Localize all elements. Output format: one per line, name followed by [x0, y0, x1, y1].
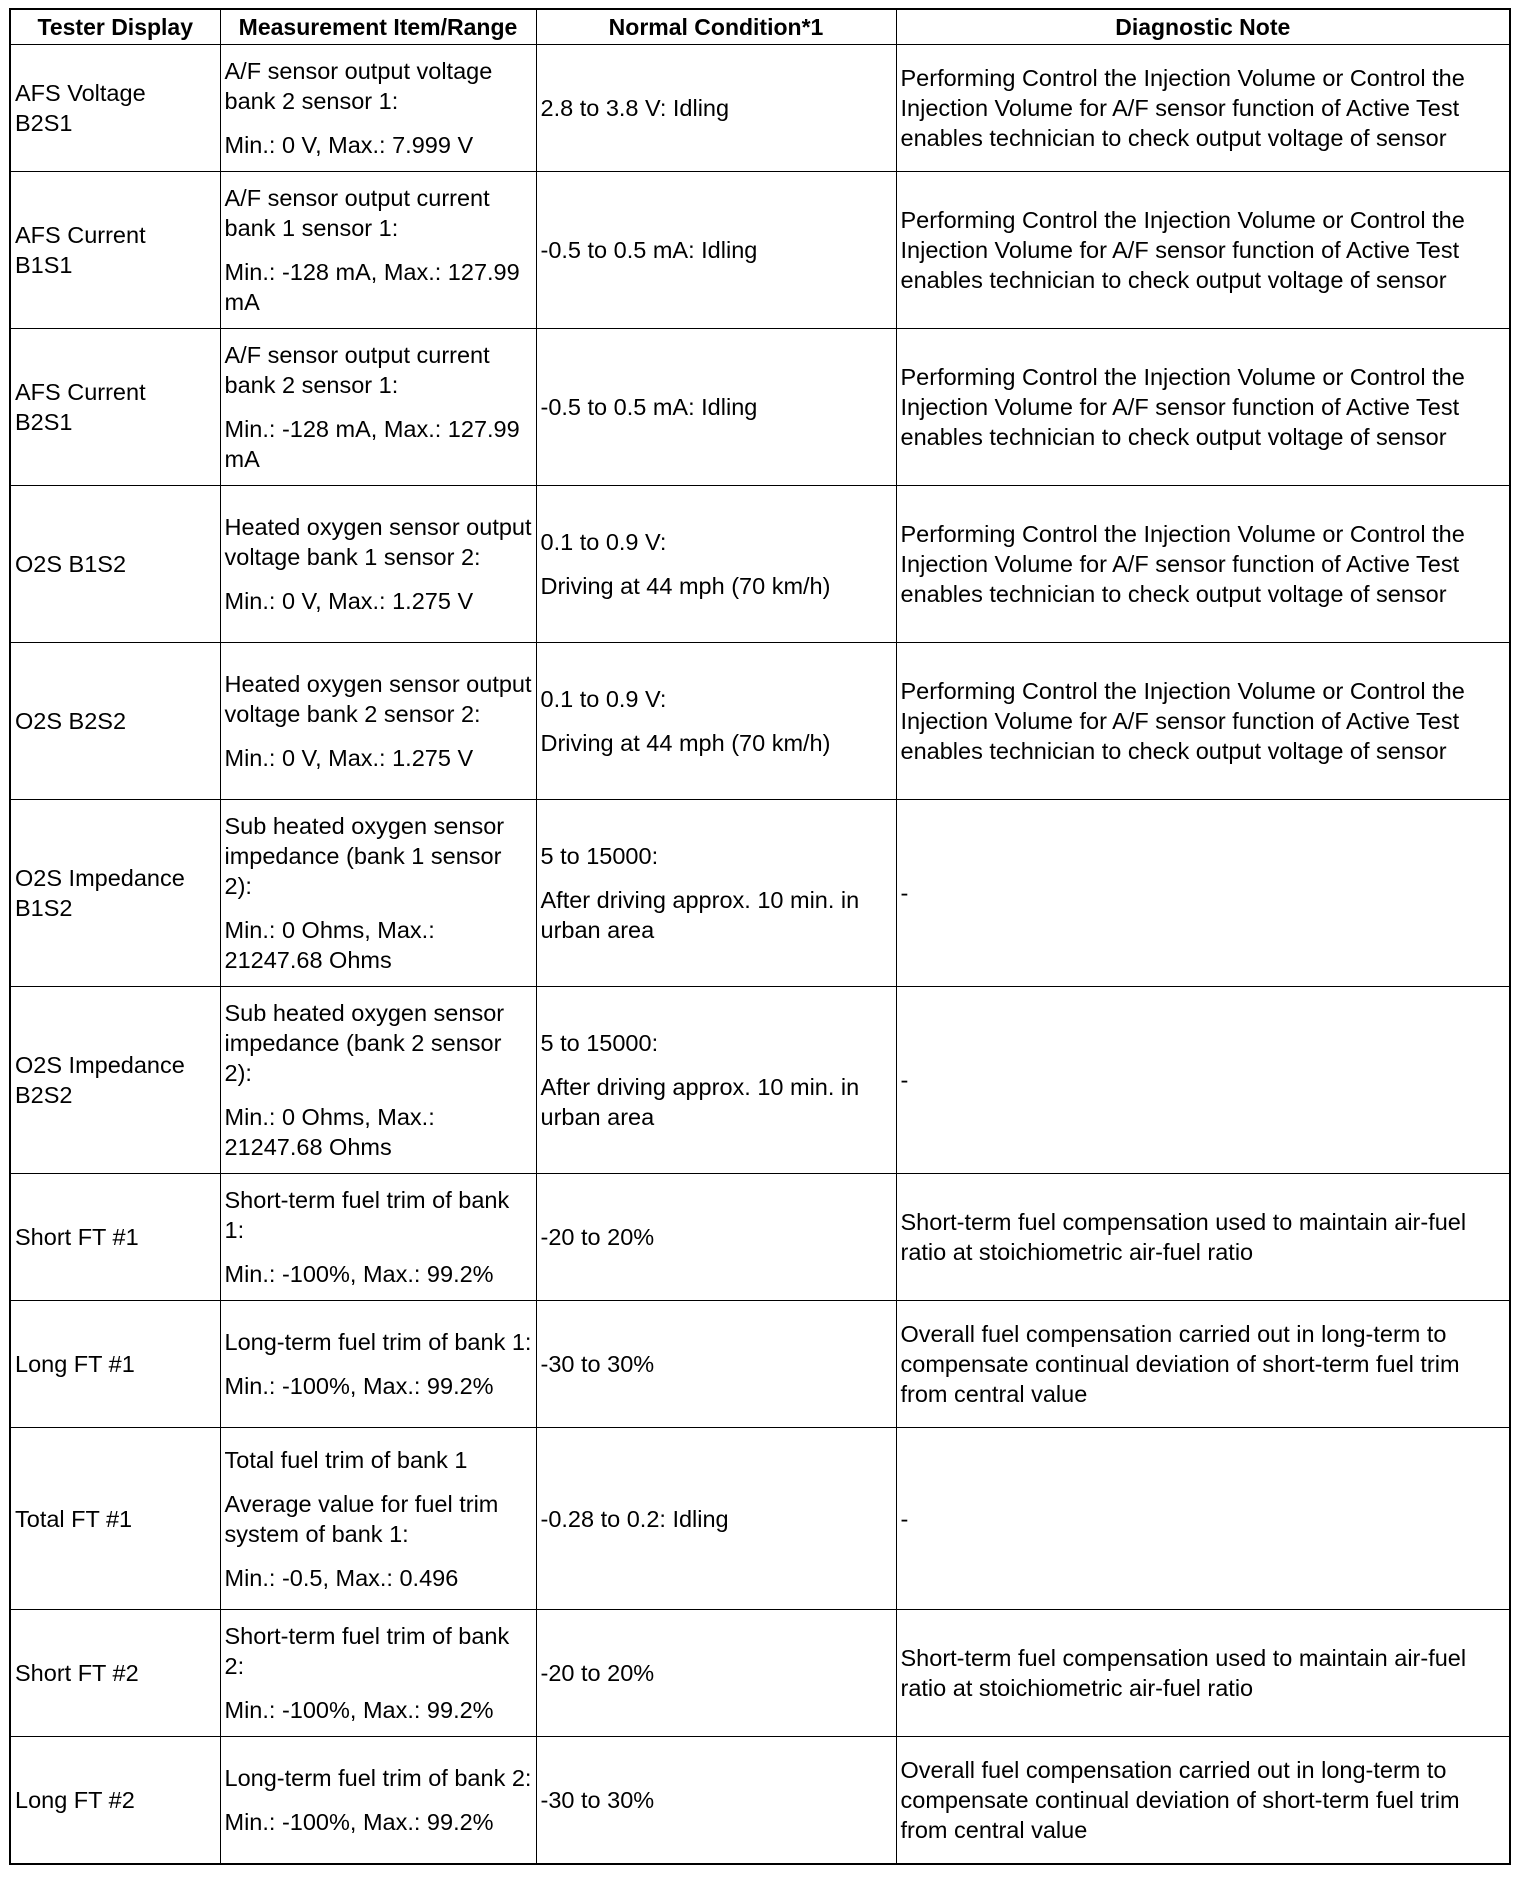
cell-diagnostic-note: [896, 45, 1510, 172]
cell-normal-condition: [536, 45, 896, 172]
normal-text: -0.28 to 0.2: Idling: [540, 1505, 729, 1532]
note-line: enables technician to check output voltage of sensor: [900, 125, 1447, 151]
cell-measurement: [220, 172, 536, 329]
note-line: enables technician to check output voltage of sensor: [900, 738, 1447, 764]
note-line: ratio at stoichiometric air-fuel ratio: [900, 1675, 1254, 1701]
cell-measurement: [220, 1737, 536, 1864]
cell-measurement: [220, 486, 536, 643]
display-line: Short FT #1: [15, 1224, 139, 1250]
cell-diagnostic-note: [896, 329, 1510, 486]
table-row: [10, 1428, 1510, 1610]
table-row: [10, 800, 1510, 987]
cell-normal-condition: [536, 1737, 896, 1864]
cell-measurement: [220, 1428, 536, 1610]
measurement-text: Total fuel trim of bank 1: [224, 1446, 468, 1473]
note-line: Injection Volume for A/F sensor function of Active Test: [900, 237, 1460, 263]
display-line: O2S Impedance: [15, 1052, 185, 1078]
cell-normal-condition: [536, 486, 896, 643]
cell-measurement: [220, 1301, 536, 1428]
note-line: Performing Control the Injection Volume or Control the: [900, 364, 1465, 390]
display-line: O2S Impedance: [15, 865, 185, 891]
display-line: Short FT #2: [15, 1660, 139, 1686]
display-line: Total FT #1: [15, 1505, 133, 1532]
cell-tester-display: [10, 1428, 220, 1610]
display-line: O2S B2S2: [15, 708, 127, 734]
measurement-range: Min.: 0 Ohms, Max.: 21247.68 Ohms: [224, 1104, 435, 1160]
cell-normal-condition: [536, 1610, 896, 1737]
measurement-range: Min.: -100%, Max.: 99.2%: [224, 1808, 494, 1835]
display-line: B2S1: [15, 110, 73, 136]
measurement-text: Long-term fuel trim of bank 2:: [224, 1764, 532, 1791]
cell-tester-display: [10, 172, 220, 329]
measurement-range: Min.: 0 V, Max.: 1.275 V: [224, 588, 474, 614]
cell-diagnostic-note: [896, 800, 1510, 987]
header-normal-condition: Normal Condition*1: [536, 9, 896, 45]
note-line: Short-term fuel compensation used to maintain air-fuel: [900, 1645, 1467, 1671]
data-list-table: [9, 8, 1511, 1865]
display-line: B1S2: [15, 895, 73, 921]
measurement-text: Heated oxygen sensor output voltage bank 1 sensor 2:: [224, 514, 532, 570]
normal-text: Driving at 44 mph (70 km/h): [540, 573, 831, 599]
cell-tester-display: [10, 45, 220, 172]
note-line: Injection Volume for A/F sensor function of Active Test: [900, 708, 1460, 734]
cell-diagnostic-note: [896, 172, 1510, 329]
note-line: Injection Volume for A/F sensor function of Active Test: [900, 95, 1460, 121]
table-row: [10, 1174, 1510, 1301]
cell-tester-display: [10, 987, 220, 1174]
table-row: [10, 486, 1510, 643]
note-line: Injection Volume for A/F sensor function of Active Test: [900, 394, 1460, 420]
header-diagnostic-note: Diagnostic Note: [896, 9, 1510, 45]
note-line: compensate continual deviation of short-term fuel trim: [900, 1351, 1460, 1377]
table-row: [10, 172, 1510, 329]
table-header-row: [10, 9, 1510, 45]
note-line: enables technician to check output voltage of sensor: [900, 424, 1447, 450]
cell-tester-display: [10, 486, 220, 643]
table-row: [10, 329, 1510, 486]
cell-normal-condition: [536, 329, 896, 486]
measurement-range: Min.: -0.5, Max.: 0.496: [224, 1564, 459, 1591]
measurement-text: Heated oxygen sensor output voltage bank 2 sensor 2:: [224, 671, 532, 727]
normal-text: -0.5 to 0.5 mA: Idling: [540, 394, 758, 420]
cell-tester-display: [10, 1610, 220, 1737]
table-row: [10, 643, 1510, 800]
cell-measurement: [220, 1174, 536, 1301]
note-line: enables technician to check output voltage of sensor: [900, 581, 1447, 607]
cell-tester-display: [10, 1174, 220, 1301]
cell-diagnostic-note: [896, 486, 1510, 643]
cell-normal-condition: [536, 987, 896, 1174]
cell-measurement: [220, 800, 536, 987]
table-row: [10, 45, 1510, 172]
normal-text: Driving at 44 mph (70 km/h): [540, 730, 831, 756]
measurement-range: Min.: 0 V, Max.: 1.275 V: [224, 745, 474, 771]
cell-tester-display: [10, 1737, 220, 1864]
normal-text: 2.8 to 3.8 V: Idling: [540, 95, 730, 121]
measurement-text: Sub heated oxygen sensor impedance (bank 1 sensor 2):: [224, 813, 505, 899]
note-line: ratio at stoichiometric air-fuel ratio: [900, 1239, 1254, 1265]
measurement-text: Long-term fuel trim of bank 1:: [224, 1329, 532, 1355]
cell-tester-display: [10, 643, 220, 800]
note-line: compensate continual deviation of short-term fuel trim: [900, 1786, 1460, 1813]
normal-text: 5 to 15000:: [540, 1030, 659, 1056]
normal-text: After driving approx. 10 min. in urban area: [540, 887, 860, 943]
measurement-range: Min.: -100%, Max.: 99.2%: [224, 1261, 494, 1287]
cell-diagnostic-note: [896, 1737, 1510, 1864]
note-line: Injection Volume for A/F sensor function of Active Test: [900, 551, 1460, 577]
cell-diagnostic-note: [896, 1301, 1510, 1428]
display-line: Long FT #2: [15, 1786, 135, 1813]
cell-normal-condition: [536, 800, 896, 987]
table-row: [10, 1737, 1510, 1864]
normal-text: 0.1 to 0.9 V:: [540, 686, 667, 712]
cell-diagnostic-note: [896, 987, 1510, 1174]
normal-text: 0.1 to 0.9 V:: [540, 529, 667, 555]
normal-text: After driving approx. 10 min. in urban area: [540, 1074, 860, 1130]
measurement-text: Average value for fuel trim system of bank 1:: [224, 1490, 499, 1547]
measurement-range: Min.: 0 V, Max.: 7.999 V: [224, 132, 474, 158]
table-row: [10, 1610, 1510, 1737]
cell-measurement: [220, 643, 536, 800]
note-line: Performing Control the Injection Volume or Control the: [900, 65, 1465, 91]
display-line: Long FT #1: [15, 1351, 135, 1377]
cell-measurement: [220, 45, 536, 172]
cell-diagnostic-note: [896, 1174, 1510, 1301]
display-line: AFS Current: [15, 379, 146, 405]
cell-diagnostic-note: [896, 1428, 1510, 1610]
note-line: from central value: [900, 1816, 1088, 1843]
measurement-text: Short-term fuel trim of bank 2:: [224, 1623, 510, 1679]
display-line: AFS Voltage: [15, 80, 146, 106]
normal-text: -30 to 30%: [540, 1786, 655, 1813]
note-line: -: [900, 1067, 909, 1093]
display-line: B1S1: [15, 252, 73, 278]
cell-diagnostic-note: [896, 643, 1510, 800]
note-line: Overall fuel compensation carried out in long-term to: [900, 1756, 1447, 1783]
normal-text: -20 to 20%: [540, 1660, 655, 1686]
measurement-range: Min.: -128 mA, Max.: 127.99 mA: [224, 259, 520, 315]
normal-text: -30 to 30%: [540, 1351, 655, 1377]
normal-text: -0.5 to 0.5 mA: Idling: [540, 237, 758, 263]
cell-normal-condition: [536, 1174, 896, 1301]
note-line: Short-term fuel compensation used to maintain air-fuel: [900, 1209, 1467, 1235]
note-line: -: [900, 880, 909, 906]
measurement-text: Short-term fuel trim of bank 1:: [224, 1187, 510, 1243]
note-line: -: [900, 1505, 909, 1532]
note-line: Performing Control the Injection Volume or Control the: [900, 207, 1465, 233]
measurement-text: A/F sensor output current bank 1 sensor 1:: [224, 185, 490, 241]
cell-normal-condition: [536, 643, 896, 800]
table-row: [10, 987, 1510, 1174]
measurement-text: Sub heated oxygen sensor impedance (bank 2 sensor 2):: [224, 1000, 505, 1086]
display-line: O2S B1S2: [15, 551, 127, 577]
display-line: AFS Current: [15, 222, 146, 248]
measurement-range: Min.: -100%, Max.: 99.2%: [224, 1697, 494, 1723]
measurement-range: Min.: 0 Ohms, Max.: 21247.68 Ohms: [224, 917, 435, 973]
cell-tester-display: [10, 800, 220, 987]
cell-normal-condition: [536, 172, 896, 329]
measurement-text: A/F sensor output current bank 2 sensor 1:: [224, 342, 490, 398]
header-tester-display: Tester Display: [10, 9, 220, 45]
cell-tester-display: [10, 329, 220, 486]
note-line: enables technician to check output voltage of sensor: [900, 267, 1447, 293]
cell-normal-condition: [536, 1301, 896, 1428]
cell-measurement: [220, 1610, 536, 1737]
cell-diagnostic-note: [896, 1610, 1510, 1737]
measurement-range: Min.: -100%, Max.: 99.2%: [224, 1373, 494, 1399]
note-line: Overall fuel compensation carried out in long-term to: [900, 1321, 1447, 1347]
display-line: B2S2: [15, 1082, 73, 1108]
measurement-text: A/F sensor output voltage bank 2 sensor 1:: [224, 58, 493, 114]
normal-text: -20 to 20%: [540, 1224, 655, 1250]
measurement-range: Min.: -128 mA, Max.: 127.99 mA: [224, 416, 520, 472]
normal-text: 5 to 15000:: [540, 843, 659, 869]
cell-tester-display: [10, 1301, 220, 1428]
note-line: from central value: [900, 1381, 1088, 1407]
table-row: [10, 1301, 1510, 1428]
cell-normal-condition: [536, 1428, 896, 1610]
display-line: B2S1: [15, 409, 73, 435]
header-measurement: Measurement Item/Range: [220, 9, 536, 45]
cell-measurement: [220, 329, 536, 486]
note-line: Performing Control the Injection Volume or Control the: [900, 678, 1465, 704]
cell-measurement: [220, 987, 536, 1174]
note-line: Performing Control the Injection Volume or Control the: [900, 521, 1465, 547]
